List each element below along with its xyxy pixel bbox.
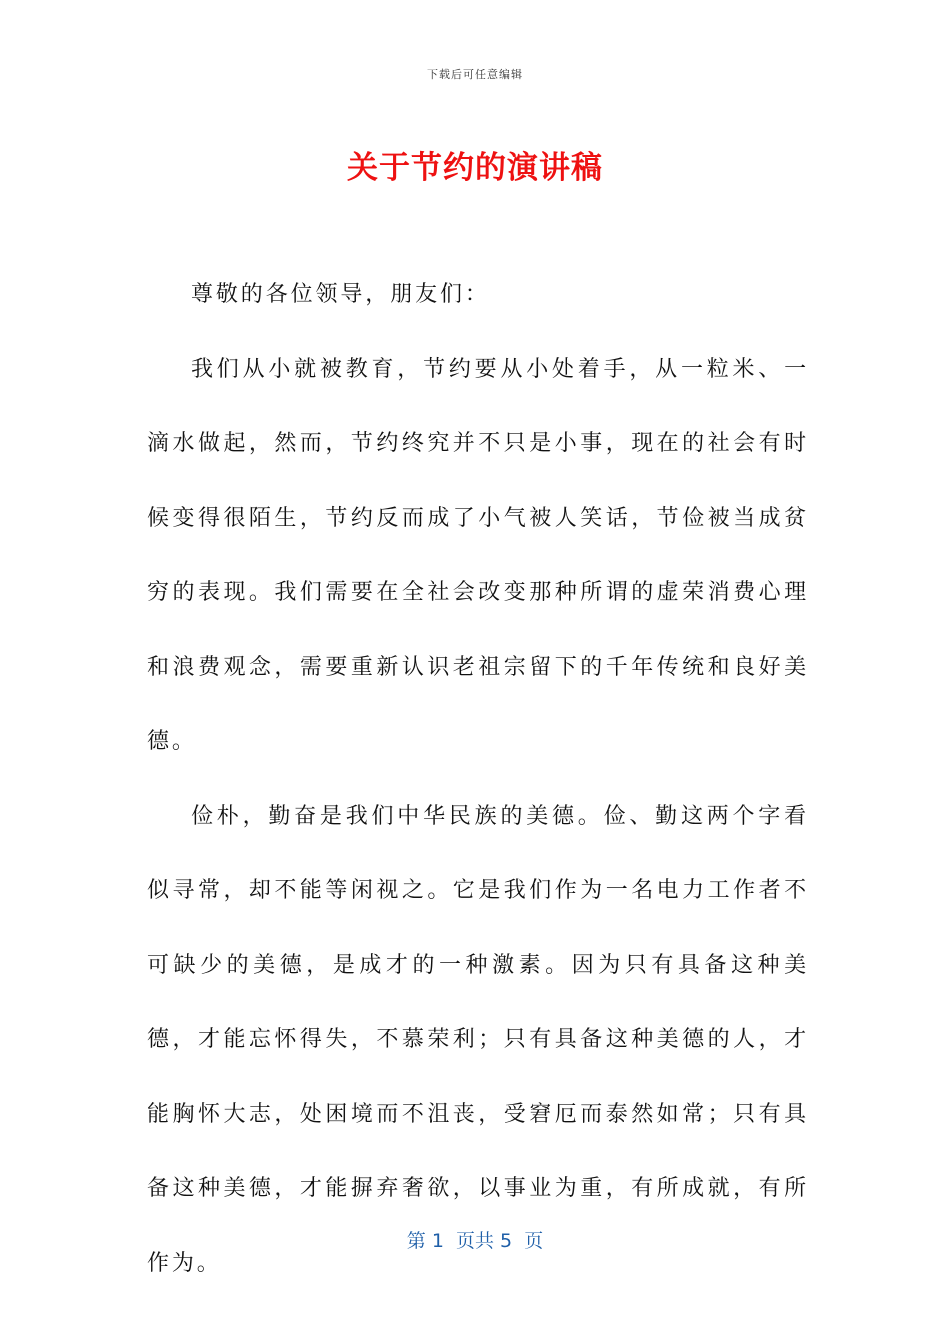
page-number-label: 第 1 页共 5 页 [406, 1230, 544, 1252]
paragraph-1: 我们从小就被教育，节约要从小处着手，从一粒米、一滴水做起，然而，节约终究并不只是小事，现在的社会有时候变得很陌生，节约反而成了小气被人笑话，节俭被当成贫穷的表现。我们需要在全社会改变那种所谓的虚荣消费心理和浪费观念，需要重新认识老祖宗留下的千年传统和良好美德。 [147, 356, 809, 754]
document-body [147, 258, 809, 1301]
document-title: 关于节约的演讲稿 [347, 150, 603, 186]
page-footer [0, 1226, 950, 1253]
header-note: 下载后可任意编辑 [427, 68, 523, 81]
paragraph-2: 俭朴，勤奋是我们中华民族的美德。俭、勤这两个字看似寻常，却不能等闲视之。它是我们作为一名电力工作者不可缺少的美德，是成才的一种激素。因为只有具备这种美德，才能忘怀得失，不慕荣利；只有具备这种美德的人，才能胸怀大志，处困境而不沮丧，受窘厄而泰然如常；只有具备这种美德，才能摒弃奢欲，以事业为重，有所成就，有所作为。 [147, 803, 809, 1276]
paragraph-salutation: 尊敬的各位领导，朋友们： [191, 282, 490, 307]
